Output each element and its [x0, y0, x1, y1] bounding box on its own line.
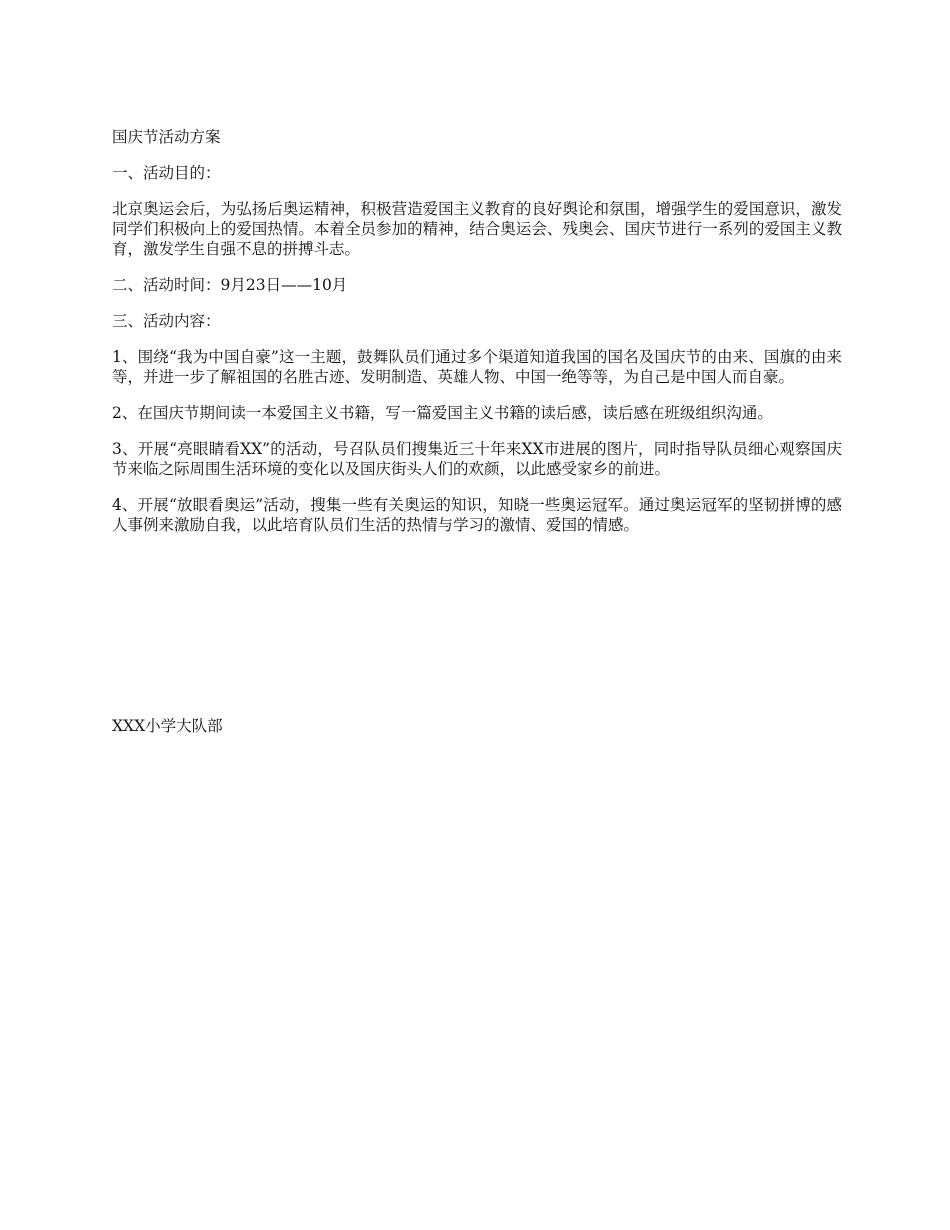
section-2-heading: 二、活动时间：9月23日——10月 — [112, 276, 348, 294]
section-3-heading: 三、活动内容： — [112, 312, 221, 330]
section-1-body: 北京奥运会后，为弘扬后奥运精神，积极营造爱国主义教育的良好舆论和氛围，增强学生的爱国意识，激发同学们积极向上的爱国热情。本着全员参加的精神，结合奥运会、残奥会、国庆节进行一系列的爱国主义教育，激发学生自强不息的拼搏斗志。 — [112, 200, 842, 258]
content-item-3: 3、开展“亮眼睛看XX”的活动，号召队员们搜集近三十年来XX市进展的图片，同时指导队员细心观察国庆节来临之际周围生活环境的变化以及国庆街头人们的欢颜，以此感受家乡的前进。 — [112, 440, 842, 478]
content-item-4: 4、开展“放眼看奥运”活动，搜集一些有关奥运的知识，知晓一些奥运冠军。通过奥运冠军的坚韧拼博的感人事例来激励自我，以此培育队员们生活的热情与学习的激情、爱国的情感。 — [112, 496, 842, 534]
content-item-2: 2、在国庆节期间读一本爱国主义书籍，写一篇爱国主义书籍的读后感，读后感在班级组织沟通。 — [112, 404, 773, 422]
content-item-1: 1、围绕“我为中国自豪”这一主题，鼓舞队员们通过多个渠道知道我国的国名及国庆节的由来、国旗的由来等，并进一步了解祖国的名胜古迹、发明制造、英雄人物、中国一绝等等，为自己是中国人而自豪。 — [112, 348, 842, 386]
section-1-heading: 一、活动目的： — [112, 164, 221, 182]
document-body — [112, 127, 842, 535]
document-title: 国庆节活动方案 — [112, 128, 221, 146]
signature: XXX小学大队部 — [112, 717, 223, 735]
